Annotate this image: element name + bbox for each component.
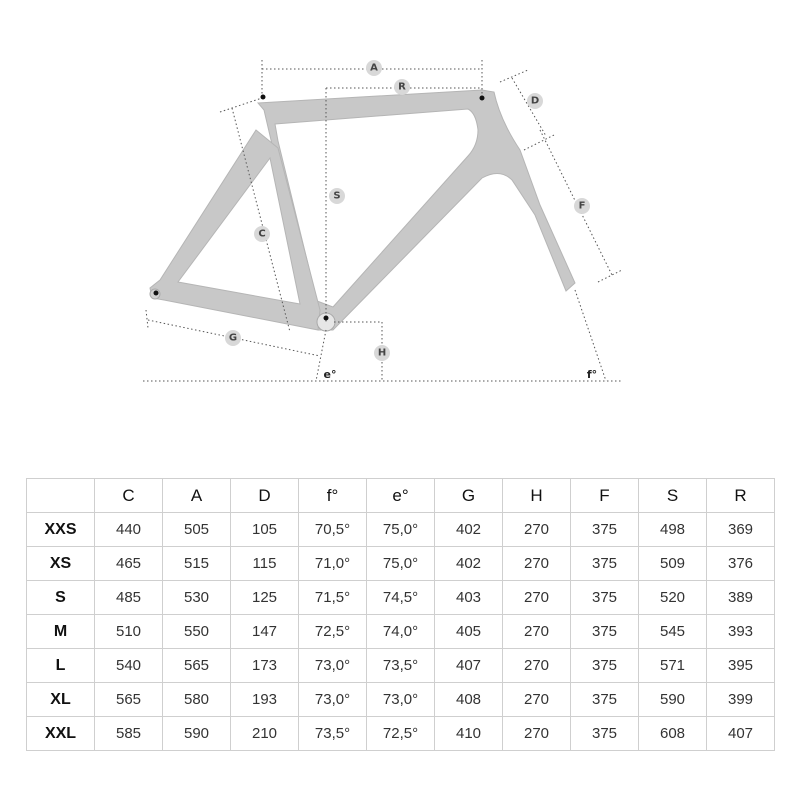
label-H bbox=[374, 345, 390, 361]
table-cell: 72,5° bbox=[367, 717, 435, 751]
size-label: S bbox=[27, 581, 95, 615]
table-corner-cell bbox=[27, 479, 95, 513]
table-cell: 73,0° bbox=[299, 649, 367, 683]
table-cell: 520 bbox=[639, 581, 707, 615]
svg-text:R: R bbox=[398, 81, 406, 93]
table-cell: 389 bbox=[707, 581, 775, 615]
table-row bbox=[27, 547, 775, 581]
label-D bbox=[527, 93, 543, 109]
table-row bbox=[27, 581, 775, 615]
table-header-row bbox=[27, 479, 775, 513]
table-cell: 393 bbox=[707, 615, 775, 649]
svg-text:G: G bbox=[228, 332, 238, 344]
angle-f-label: f° bbox=[586, 368, 598, 381]
table-cell: 125 bbox=[231, 581, 299, 615]
column-header: A bbox=[163, 479, 231, 513]
size-label: XL bbox=[27, 683, 95, 717]
table-cell: 565 bbox=[95, 683, 163, 717]
table-cell: 550 bbox=[163, 615, 231, 649]
table-cell: 369 bbox=[707, 513, 775, 547]
table-row bbox=[27, 683, 775, 717]
svg-text:S: S bbox=[333, 190, 341, 202]
table-row bbox=[27, 717, 775, 751]
table-cell: 71,0° bbox=[299, 547, 367, 581]
table-cell: 73,0° bbox=[367, 683, 435, 717]
table-cell: 585 bbox=[95, 717, 163, 751]
table-cell: 515 bbox=[163, 547, 231, 581]
table-cell: 509 bbox=[639, 547, 707, 581]
size-label: XXL bbox=[27, 717, 95, 751]
column-header: S bbox=[639, 479, 707, 513]
size-label: XS bbox=[27, 547, 95, 581]
label-R bbox=[394, 79, 410, 95]
label-A bbox=[366, 60, 382, 76]
column-header: R bbox=[707, 479, 775, 513]
size-label: L bbox=[27, 649, 95, 683]
table-cell: 270 bbox=[503, 615, 571, 649]
table-cell: 73,0° bbox=[299, 683, 367, 717]
table-cell: 608 bbox=[639, 717, 707, 751]
table-cell: 399 bbox=[707, 683, 775, 717]
table-cell: 498 bbox=[639, 513, 707, 547]
table-cell: 510 bbox=[95, 615, 163, 649]
table-cell: 115 bbox=[231, 547, 299, 581]
table-cell: 402 bbox=[435, 513, 503, 547]
table-cell: 408 bbox=[435, 683, 503, 717]
table-cell: 270 bbox=[503, 683, 571, 717]
label-S bbox=[329, 188, 345, 204]
table-cell: 210 bbox=[231, 717, 299, 751]
svg-text:F: F bbox=[578, 200, 586, 212]
table-cell: 375 bbox=[571, 581, 639, 615]
geometry-table bbox=[26, 478, 775, 751]
table-cell: 375 bbox=[571, 513, 639, 547]
table-cell: 71,5° bbox=[299, 581, 367, 615]
table-row bbox=[27, 649, 775, 683]
table-cell: 375 bbox=[571, 615, 639, 649]
angle-e-label: e° bbox=[323, 368, 337, 381]
table-cell: 407 bbox=[707, 717, 775, 751]
svg-text:H: H bbox=[377, 347, 387, 359]
size-label: M bbox=[27, 615, 95, 649]
table-cell: 440 bbox=[95, 513, 163, 547]
svg-text:A: A bbox=[370, 62, 378, 74]
table-cell: 75,0° bbox=[367, 547, 435, 581]
column-header: H bbox=[503, 479, 571, 513]
table-cell: 540 bbox=[95, 649, 163, 683]
table-cell: 465 bbox=[95, 547, 163, 581]
table-row bbox=[27, 513, 775, 547]
table-cell: 505 bbox=[163, 513, 231, 547]
table-cell: 173 bbox=[231, 649, 299, 683]
table-cell: 590 bbox=[163, 717, 231, 751]
table-cell: 75,0° bbox=[367, 513, 435, 547]
table-cell: 405 bbox=[435, 615, 503, 649]
table-cell: 410 bbox=[435, 717, 503, 751]
table-cell: 376 bbox=[707, 547, 775, 581]
label-F bbox=[574, 198, 590, 214]
table-cell: 70,5° bbox=[299, 513, 367, 547]
table-cell: 395 bbox=[707, 649, 775, 683]
table-cell: 590 bbox=[639, 683, 707, 717]
column-header: F bbox=[571, 479, 639, 513]
table-cell: 530 bbox=[163, 581, 231, 615]
table-cell: 375 bbox=[571, 649, 639, 683]
table-cell: 407 bbox=[435, 649, 503, 683]
column-header: e° bbox=[367, 479, 435, 513]
table-cell: 485 bbox=[95, 581, 163, 615]
svg-text:C: C bbox=[258, 228, 266, 240]
table-cell: 565 bbox=[163, 649, 231, 683]
table-cell: 375 bbox=[571, 683, 639, 717]
bike-frame bbox=[150, 90, 575, 331]
table-cell: 270 bbox=[503, 649, 571, 683]
table-cell: 72,5° bbox=[299, 615, 367, 649]
table-cell: 403 bbox=[435, 581, 503, 615]
table-cell: 402 bbox=[435, 547, 503, 581]
size-label: XXS bbox=[27, 513, 95, 547]
table-row bbox=[27, 615, 775, 649]
table-cell: 74,0° bbox=[367, 615, 435, 649]
column-header: D bbox=[231, 479, 299, 513]
svg-text:D: D bbox=[530, 95, 540, 107]
column-header: G bbox=[435, 479, 503, 513]
table-cell: 147 bbox=[231, 615, 299, 649]
column-header: C bbox=[95, 479, 163, 513]
column-header: f° bbox=[299, 479, 367, 513]
table-cell: 270 bbox=[503, 547, 571, 581]
label-C bbox=[254, 226, 270, 242]
table-cell: 580 bbox=[163, 683, 231, 717]
table-cell: 270 bbox=[503, 581, 571, 615]
table-cell: 74,5° bbox=[367, 581, 435, 615]
table-cell: 545 bbox=[639, 615, 707, 649]
table-cell: 571 bbox=[639, 649, 707, 683]
label-G bbox=[225, 330, 241, 346]
table-cell: 375 bbox=[571, 547, 639, 581]
table-cell: 73,5° bbox=[367, 649, 435, 683]
table-cell: 73,5° bbox=[299, 717, 367, 751]
table-cell: 193 bbox=[231, 683, 299, 717]
table-cell: 375 bbox=[571, 717, 639, 751]
table-cell: 270 bbox=[503, 717, 571, 751]
table-cell: 105 bbox=[231, 513, 299, 547]
table-cell: 270 bbox=[503, 513, 571, 547]
